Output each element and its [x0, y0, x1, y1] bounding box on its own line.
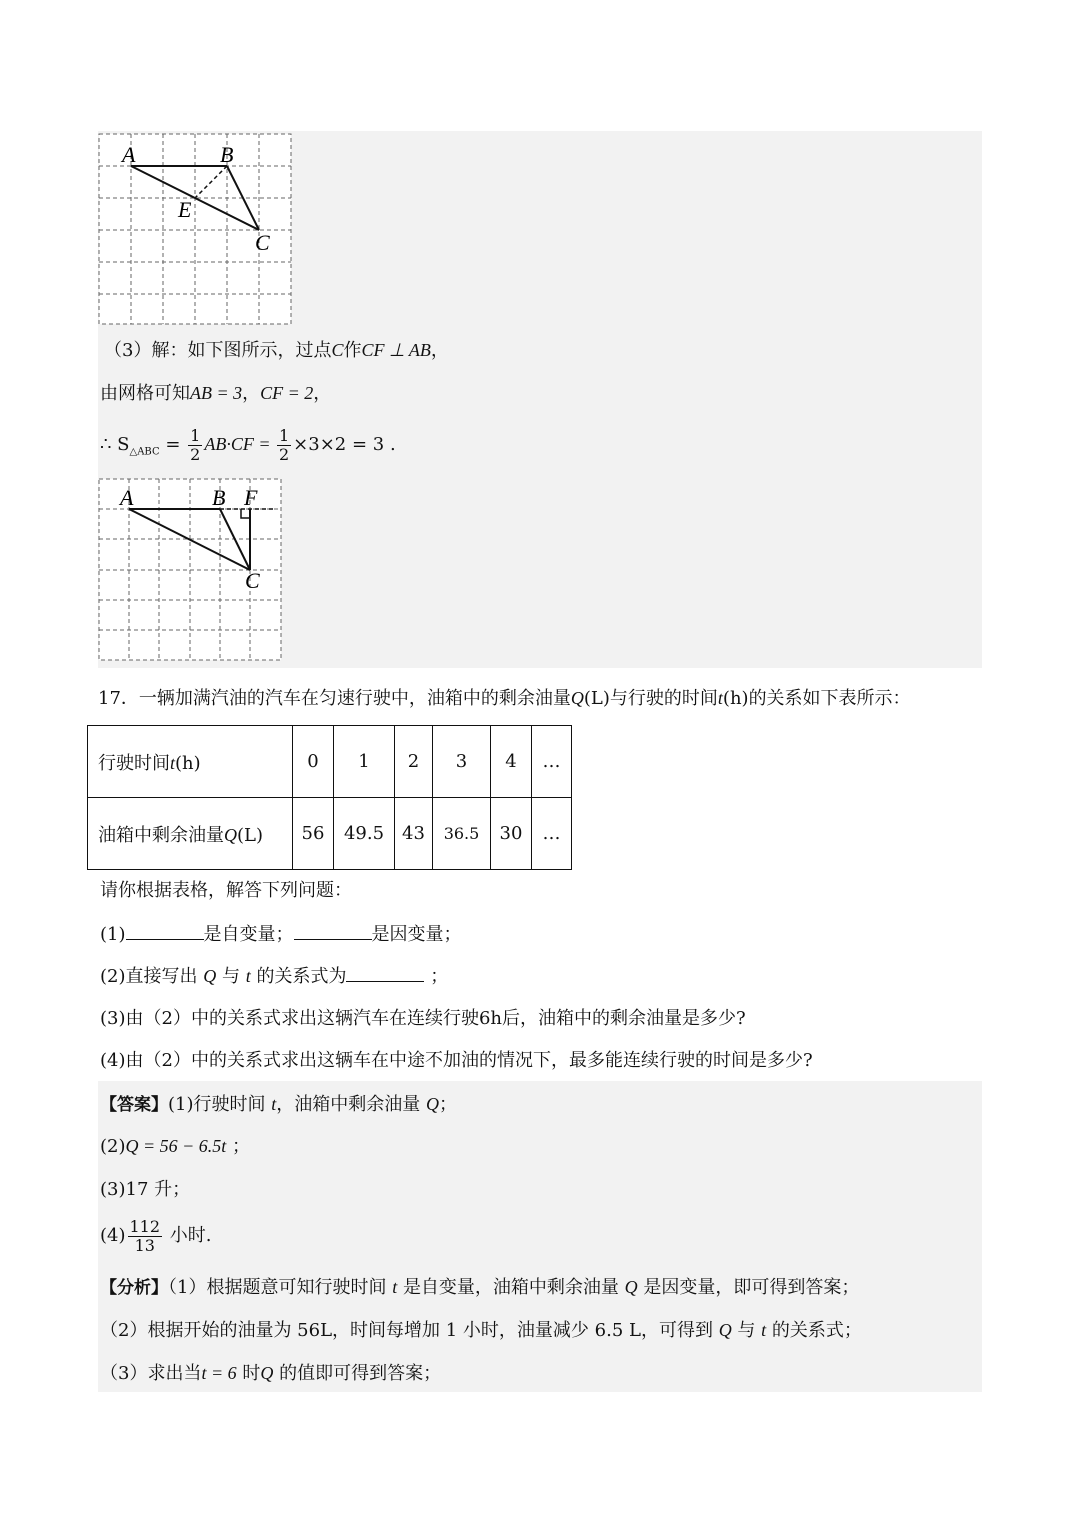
label-c: C [255, 230, 270, 255]
answer-1: 【答案】(1)行驶时间 t，油箱中剩余油量 Q； [100, 1094, 457, 1115]
answer-blank [294, 923, 372, 940]
table-cell: 36.5 [433, 798, 491, 870]
part3-area-formula: ∴ $S_{\triangle ABC}$ = $\frac{1}{2}$ AB·CF = $\frac{1}{2}$ ×3×2 = 3 . [100, 425, 396, 464]
solution-block-bottom [98, 1081, 982, 1392]
table-cell: 1 [334, 726, 395, 798]
answer-2: (2)Q = 56 − 6.5t ； [100, 1136, 251, 1157]
grid-figure-1 [98, 133, 294, 326]
fraction-half: $\frac{1}{2}$ [190, 425, 201, 464]
answer-3: (3)17 升； [100, 1179, 191, 1200]
label-b: B [220, 142, 234, 167]
label-e: E [178, 197, 192, 222]
question-17-stem: 17．一辆加满汽油的汽车在匀速行驶中，油箱中的剩余油量Q(L)与行驶的时间t(h)的关系如下表所示： [98, 688, 911, 709]
answer-4: (4) $\frac{112}{13}$ 小时. [100, 1216, 212, 1255]
table-cell: 4 [491, 726, 532, 798]
label-f: F [244, 485, 258, 510]
label-a: A [122, 142, 136, 167]
analysis-3: （3）求出当t = 6 时Q 的值即可得到答案； [100, 1363, 442, 1384]
grid-figure-2 [98, 478, 284, 662]
table-cell: … [532, 798, 572, 870]
analysis-1: 【分析】（1）根据题意可知行驶时间 t 是自变量，油箱中剩余油量 Q 是因变量，即可得到答案； [100, 1277, 860, 1298]
part3-line1: （3）解：如下图所示，过点C作CF ⊥ AB， [104, 340, 449, 361]
table-cell: 30 [491, 798, 532, 870]
row-label-time: 行驶时间t(h) [88, 726, 293, 798]
label-a: A [120, 485, 134, 510]
label-b: B [212, 485, 226, 510]
table-cell: 0 [293, 726, 334, 798]
question-3: (3)由（2）中的关系式求出这辆汽车在连续行驶6h后，油箱中的剩余油量是多少? [100, 1008, 746, 1029]
question-4: (4)由（2）中的关系式求出这辆车在中途不加油的情况下，最多能连续行驶的时间是多少? [100, 1050, 813, 1071]
fraction-half-2: $\frac{1}{2}$ [278, 425, 290, 464]
table-row [88, 726, 572, 798]
table-cell: 43 [395, 798, 433, 870]
part3-line2: 由网格可知AB = 3，CF = 2， [100, 383, 332, 404]
question-1: (1) 是自变量； 是因变量； [100, 924, 462, 945]
table-cell: … [532, 726, 572, 798]
analysis-2: （2）根据开始的油量为 56L，时间每增加 1 小时，油量减少 6.5 L，可得到 Q 与 t 的关系式； [100, 1320, 862, 1341]
answer-blank [126, 923, 204, 940]
label-c: C [245, 568, 260, 593]
answer-blank [346, 965, 424, 982]
table-cell: 56 [293, 798, 334, 870]
table-cell: 49.5 [334, 798, 395, 870]
answer-tag: 【答案】 [100, 1095, 168, 1115]
table-cell: 3 [433, 726, 491, 798]
row-label-fuel: 油箱中剩余油量Q(L) [88, 798, 293, 870]
table-row [88, 798, 572, 870]
questions-intro: 请你根据表格，解答下列问题： [100, 880, 352, 901]
table-cell: 2 [395, 726, 433, 798]
question-2: (2)直接写出 Q 与 t 的关系式为 ； [100, 966, 449, 987]
fraction-112-13: $\frac{112}{13}$ [129, 1216, 161, 1255]
fuel-table [87, 725, 572, 870]
analysis-tag: 【分析】 [100, 1278, 168, 1298]
